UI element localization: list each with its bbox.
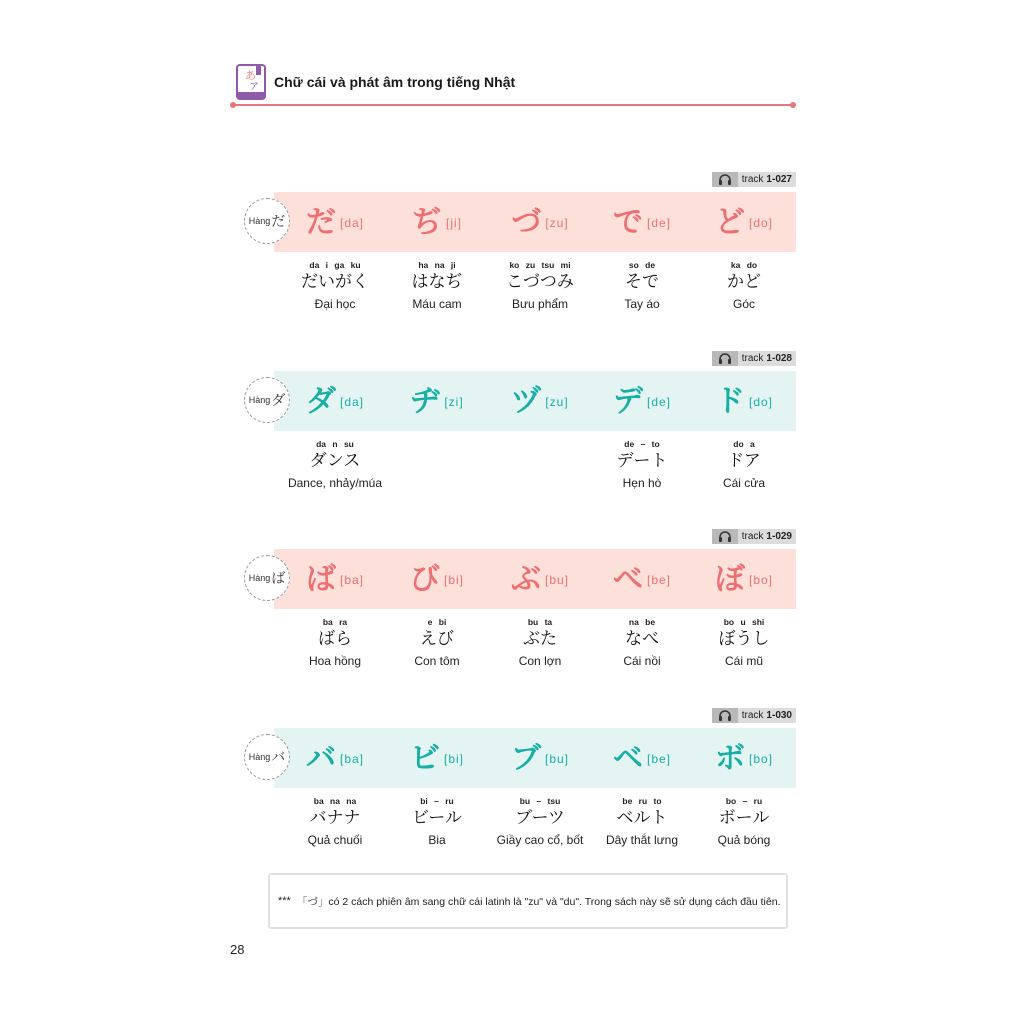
example-reading: da i ga ku (309, 260, 361, 270)
example-meaning: Bưu phẩm (511, 297, 569, 311)
kana-cell (284, 381, 386, 423)
example-kana: ダンス (309, 451, 361, 471)
kana-romaji: [be] (646, 752, 671, 766)
kana-cell (591, 202, 693, 244)
kana-cell (489, 738, 591, 780)
row-label-kana: だ (271, 214, 286, 230)
example-reading: ka do (730, 260, 758, 270)
kana-section (244, 351, 796, 501)
headphones-icon (712, 708, 738, 723)
kana-cell (386, 202, 488, 244)
kana-cell (489, 381, 591, 423)
kana-character: ビ (409, 741, 440, 776)
example-kana: ぼうし (718, 629, 770, 649)
track-number: 1-027 (766, 174, 792, 185)
example-reading: e bi (427, 617, 447, 627)
kana-character: ダ (305, 384, 336, 419)
example-meaning: Dây thắt lưng (605, 833, 679, 847)
kana-section (244, 172, 796, 322)
example-kana: こづつみ (506, 272, 574, 292)
example-kana: ブーツ (515, 808, 565, 828)
example-word (591, 796, 693, 847)
note-box (268, 873, 788, 929)
kana-romaji: [zu] (545, 216, 569, 230)
example-meaning: Hẹn hò (622, 476, 662, 490)
kana-cell (591, 381, 693, 423)
kana-character: デ (612, 384, 643, 419)
audio-track-label[interactable] (712, 351, 796, 366)
example-word (591, 617, 693, 668)
example-meaning: Cái nồi (623, 654, 661, 668)
kana-cell (489, 559, 591, 601)
example-kana: だいがく (301, 272, 369, 292)
divider-dot-left (230, 102, 236, 108)
example-kana: ばら (318, 629, 352, 649)
note-marker: *** (278, 895, 291, 907)
kana-romaji: [de] (646, 395, 671, 409)
kana-romaji: [bo] (748, 752, 773, 766)
row-label-text: Hàng (248, 395, 271, 405)
example-word (489, 617, 591, 668)
example-meaning: Giầy cao cổ, bốt (496, 833, 584, 847)
kana-section (244, 529, 796, 679)
example-kana: ドア (727, 451, 761, 471)
example-meaning: Cái mũ (724, 654, 763, 668)
example-kana: ベルト (616, 808, 668, 828)
kana-character: ベ (612, 741, 643, 776)
example-kana: バナナ (309, 808, 361, 828)
divider-dot-right (790, 102, 796, 108)
kana-character: で (612, 205, 643, 240)
kana-cell (591, 559, 693, 601)
example-word (591, 439, 693, 490)
kana-romaji: [bo] (748, 573, 773, 587)
page-title: Chữ cái và phát âm trong tiếng Nhật (274, 74, 516, 90)
kana-character: ド (714, 384, 745, 419)
kana-romaji: [do] (748, 395, 773, 409)
example-word (489, 260, 591, 311)
example-word (693, 796, 795, 847)
headphones-icon (712, 172, 738, 187)
example-word (591, 260, 693, 311)
kana-romaji: [zi] (444, 395, 464, 409)
kana-cell (693, 381, 795, 423)
kana-character: ぼ (714, 562, 745, 597)
example-kana: かど (727, 272, 761, 292)
example-word (386, 260, 488, 311)
page-number: 28 (230, 942, 245, 957)
track-prefix: track (741, 531, 764, 542)
kana-character: ボ (714, 741, 745, 776)
kana-cell (386, 381, 488, 423)
example-word (284, 617, 386, 668)
example-kana: えび (420, 629, 454, 649)
kana-character: ば (305, 562, 336, 597)
kana-character: だ (305, 205, 336, 240)
kana-romaji: [ji] (446, 216, 462, 230)
track-prefix: track (741, 353, 764, 364)
example-kana: ぶた (523, 629, 557, 649)
row-label-kana: バ (271, 750, 286, 766)
example-kana: ボール (718, 808, 770, 828)
kana-romaji: [ba] (339, 573, 364, 587)
kana-section (244, 708, 796, 858)
kana-character: ブ (510, 741, 541, 776)
example-kana: はなぢ (411, 272, 463, 292)
example-reading: de – to (624, 439, 660, 449)
kana-romaji: [zu] (545, 395, 569, 409)
example-meaning: Con lợn (518, 654, 562, 668)
kana-cell (693, 202, 795, 244)
example-reading: bo – ru (725, 796, 763, 806)
example-word (284, 260, 386, 311)
example-reading: da n su (316, 439, 354, 449)
example-word (489, 796, 591, 847)
example-meaning: Máu cam (412, 297, 462, 311)
example-meaning: Đại học (314, 297, 356, 311)
example-kana: そで (625, 272, 659, 292)
kana-romaji: [da] (339, 395, 364, 409)
example-reading: bu ta (527, 617, 553, 627)
kana-romaji: [bu] (544, 573, 569, 587)
example-reading: ba ra (322, 617, 348, 627)
kana-romaji: [da] (339, 216, 364, 230)
svg-text:ア: ア (249, 82, 259, 93)
kana-romaji: [do] (748, 216, 773, 230)
example-word (693, 260, 795, 311)
kana-character: べ (612, 562, 643, 597)
page-header (232, 62, 796, 110)
example-word (386, 796, 488, 847)
kana-cell (489, 202, 591, 244)
example-meaning: Quả chuối (307, 833, 363, 847)
kana-character: ぢ (412, 205, 442, 240)
kana-romaji: [ba] (339, 752, 364, 766)
example-meaning: Tay áo (624, 297, 660, 311)
example-kana: ビール (412, 808, 462, 828)
kana-character: ぶ (510, 562, 541, 597)
example-word (284, 439, 386, 490)
example-reading: so de (628, 260, 656, 270)
row-label-text: Hàng (248, 216, 271, 226)
example-reading: bo u shi (723, 617, 765, 627)
kana-cell (386, 559, 488, 601)
track-prefix: track (741, 174, 764, 185)
kana-romaji: [be] (646, 573, 671, 587)
headphones-icon (712, 529, 738, 544)
kana-character: づ (511, 205, 542, 240)
example-reading: ba na na (313, 796, 357, 806)
kana-cell (693, 559, 795, 601)
example-meaning: Góc (732, 297, 755, 311)
example-reading: na be (628, 617, 656, 627)
row-label-text: Hàng (248, 573, 271, 583)
track-prefix: track (741, 710, 764, 721)
note-text: 「づ」có 2 cách phiên âm sang chữ cái latinh là "zu" và "du". Trong sách này sẽ sử dụng cách đầu tiên. (296, 895, 781, 908)
kana-character: ど (714, 205, 745, 240)
audio-track-label[interactable] (712, 172, 796, 187)
kana-romaji: [bu] (544, 752, 569, 766)
row-label-text: Hàng (248, 752, 271, 762)
row-label-kana: ば (271, 571, 286, 587)
example-meaning: Cái cửa (722, 476, 766, 490)
header-divider (232, 104, 794, 106)
track-number: 1-028 (766, 353, 792, 364)
kana-cell (591, 738, 693, 780)
example-meaning: Con tôm (414, 654, 460, 668)
kana-character: ヂ (410, 384, 441, 419)
book-kana-icon (236, 64, 266, 100)
headphones-icon (712, 351, 738, 366)
kana-romaji: [de] (646, 216, 671, 230)
example-kana: デート (616, 451, 668, 471)
kana-romaji: [bi] (443, 752, 464, 766)
kana-cell (693, 738, 795, 780)
audio-track-label[interactable] (712, 708, 796, 723)
example-word (386, 617, 488, 668)
example-reading: be ru to (622, 796, 662, 806)
example-word (693, 439, 795, 490)
example-meaning: Bia (428, 833, 446, 847)
kana-character: ヅ (511, 384, 542, 419)
example-meaning: Dance, nhảy/múa (287, 476, 383, 490)
svg-text:あ: あ (245, 69, 256, 82)
kana-cell (284, 559, 386, 601)
example-word (693, 617, 795, 668)
row-label-kana: ダ (271, 393, 286, 409)
kana-character: バ (305, 741, 336, 776)
kana-character: び (409, 562, 440, 597)
audio-track-label[interactable] (712, 529, 796, 544)
example-kana: なべ (625, 629, 659, 649)
track-number: 1-030 (766, 710, 792, 721)
example-meaning: Quả bóng (717, 833, 771, 847)
kana-romaji: [bi] (443, 573, 464, 587)
kana-cell (284, 738, 386, 780)
example-reading: bi – ru (420, 796, 454, 806)
example-reading: ko zu tsu mi (509, 260, 571, 270)
example-meaning: Hoa hồng (308, 654, 362, 668)
example-reading: bu – tsu (519, 796, 561, 806)
example-word (284, 796, 386, 847)
kana-cell (386, 738, 488, 780)
example-reading: ha na ji (418, 260, 456, 270)
kana-cell (284, 202, 386, 244)
example-reading: do a (733, 439, 755, 449)
track-number: 1-029 (766, 531, 792, 542)
